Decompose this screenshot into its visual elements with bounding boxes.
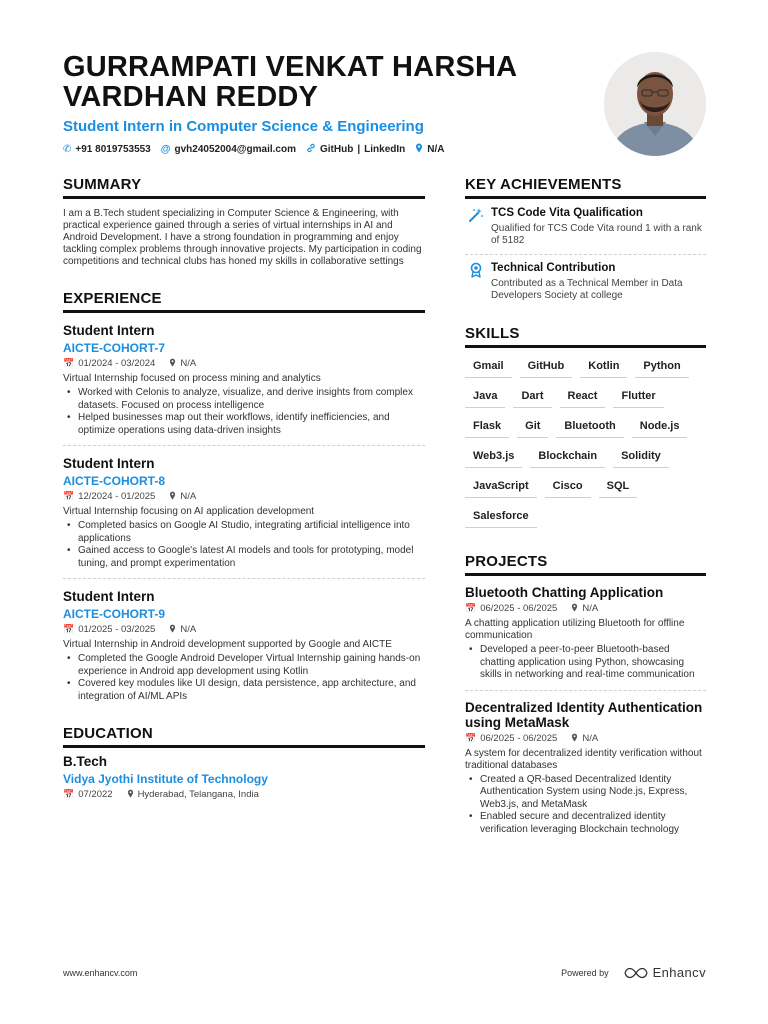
achievements-section	[465, 176, 706, 309]
job-meta	[63, 491, 425, 502]
left-column	[63, 176, 425, 814]
skill-tag: Node.js	[632, 415, 688, 438]
job-bullet: • Worked with Celonis to analyze, visualize, and derive insights from complex datasets. Focused on process intelligence	[63, 387, 425, 412]
project-bullet: • Developed a peer-to-peer Bluetooth-based chatting application using Python, showcasing skills in networking and real-time communication	[465, 644, 706, 682]
project-title: Bluetooth Chatting Application	[465, 585, 664, 600]
location-pin-icon	[169, 624, 176, 635]
profile-photo	[604, 52, 706, 156]
candidate-name: GURRAMPATI VENKAT HARSHA VARDHAN REDDY	[63, 51, 517, 113]
experience-heading: EXPERIENCE	[63, 290, 425, 313]
calendar-icon: 📅	[63, 624, 75, 634]
achievement-description: Qualified for TCS Code Vita round 1 with a rank of 5182	[491, 223, 702, 246]
enhancv-logo[interactable]	[623, 965, 706, 980]
skill-tag: Java	[465, 385, 505, 408]
candidate-headline: Student Intern in Computer Science & Engineering	[63, 118, 424, 135]
skill-tag: Python	[635, 355, 688, 378]
company-name: AICTE-COHORT-9	[63, 607, 165, 621]
projects-section	[465, 553, 706, 836]
link-icon	[306, 143, 316, 156]
job-title: Student Intern	[63, 589, 155, 604]
education-date: 07/2022	[78, 789, 113, 800]
enhancv-logo-icon	[623, 967, 649, 979]
achievements-heading: KEY ACHIEVEMENTS	[465, 176, 706, 199]
location-pin-icon	[169, 358, 176, 369]
github-link[interactable]: GitHub	[320, 144, 354, 155]
project-bullets	[465, 644, 706, 682]
education-heading: EDUCATION	[63, 725, 425, 748]
contact-links: GitHub | LinkedIn	[306, 143, 405, 156]
job-location: N/A	[180, 491, 197, 502]
achievement-title: Technical Contribution	[491, 262, 616, 274]
magic-wand-icon	[465, 207, 491, 247]
item-divider	[63, 445, 425, 446]
project-dates: 06/2025 - 06/2025	[480, 603, 558, 614]
skills-section	[465, 325, 706, 535]
footer-brand	[561, 965, 706, 980]
experience-section	[63, 290, 425, 703]
brand-name: Enhancv	[652, 965, 706, 980]
calendar-icon: 📅	[465, 603, 477, 613]
company-name: AICTE-COHORT-8	[63, 474, 165, 488]
project-bullets	[465, 774, 706, 837]
achievement-item	[465, 254, 706, 309]
achievement-description: Contributed as a Technical Member in Data Developers Society at college	[491, 278, 683, 301]
skills-list	[465, 355, 706, 535]
contact-phone[interactable]	[63, 144, 151, 155]
project-dates: 06/2025 - 06/2025	[480, 732, 558, 744]
job-location: N/A	[180, 358, 197, 369]
skill-tag: Git	[517, 415, 548, 438]
summary-text: I am a B.Tech student specializing in Computer Science & Engineering, with practical experience gained through a series of virtual internships in AI and Android Development. I have a strong foundation in programming and enjoy tackling complex problems through innovative projects. My participation in coding competitions and technical clubs has honed my skills in collaborative settings	[63, 208, 422, 267]
calendar-icon: 📅	[63, 491, 75, 501]
project-description: A chatting application utilizing Bluetooth for offline communication	[465, 618, 685, 641]
item-divider	[63, 578, 425, 579]
award-ribbon-icon	[465, 262, 491, 302]
job-title: Student Intern	[63, 456, 155, 471]
calendar-icon: 📅	[63, 789, 75, 799]
contact-location	[415, 143, 444, 156]
at-sign-icon: @	[160, 144, 171, 155]
calendar-icon: 📅	[63, 358, 75, 368]
project-item	[465, 585, 706, 691]
project-bullet: • Enabled secure and decentralized identity verification leveraging Blockchain technology	[465, 811, 706, 836]
experience-item	[63, 589, 425, 703]
skills-heading: SKILLS	[465, 325, 706, 348]
project-location: N/A	[582, 732, 599, 744]
education-section	[63, 725, 425, 800]
degree: B.Tech	[63, 754, 108, 769]
job-bullet: • Gained access to Google's latest AI models and tools for prototyping, model tuning, and prompt experimentation	[63, 545, 425, 570]
contact-email[interactable]	[161, 144, 296, 155]
skill-tag: Blockchain	[530, 445, 605, 468]
linkedin-link[interactable]: LinkedIn	[364, 144, 406, 155]
location-pin-icon	[571, 733, 578, 744]
job-description: Virtual Internship focused on process mining and analytics	[63, 373, 321, 384]
location-text: N/A	[427, 144, 445, 155]
job-description: Virtual Internship in Android development supported by Google and AICTE	[63, 639, 392, 650]
project-location: N/A	[582, 603, 599, 614]
job-meta	[63, 624, 425, 635]
summary-heading: SUMMARY	[63, 176, 425, 199]
job-bullet: • Helped businesses map out their workflows, identify inefficiencies, and optimize operations using data-driven insights	[63, 412, 425, 437]
project-bullet: • Created a QR-based Decentralized Identity Authentication System using Node.js, Express, Web3.js, and MetaMask	[465, 774, 706, 812]
job-title: Student Intern	[63, 323, 155, 338]
resume-header	[63, 52, 583, 156]
summary-section	[63, 176, 425, 268]
skill-tag: JavaScript	[465, 475, 537, 498]
job-bullets	[63, 387, 425, 437]
location-pin-icon	[571, 603, 578, 614]
school-name: Vidya Jyothi Institute of Technology	[63, 772, 268, 786]
job-dates: 01/2025 - 03/2025	[78, 624, 156, 635]
job-location: N/A	[180, 624, 197, 635]
contact-bar	[63, 143, 583, 156]
item-divider	[465, 690, 706, 691]
skill-tag: Kotlin	[580, 355, 627, 378]
job-bullet: • Covered key modules like UI design, data persistence, app architecture, and integration of AI/ML APIs	[63, 678, 425, 703]
skill-tag: Flutter	[613, 385, 663, 408]
calendar-icon: 📅	[465, 732, 477, 743]
phone-icon: ✆	[63, 144, 72, 155]
skill-tag: GitHub	[520, 355, 573, 378]
location-pin-icon	[127, 789, 134, 800]
job-bullet: • Completed the Google Android Developer Virtual Internship gaining hands-on experience in Android app development using Kotlin	[63, 653, 425, 678]
page-footer	[63, 965, 706, 980]
skill-tag: Flask	[465, 415, 509, 438]
skill-tag: Cisco	[545, 475, 591, 498]
powered-by-label: Powered by	[561, 967, 609, 978]
job-meta	[63, 358, 425, 369]
skill-tag: Salesforce	[465, 505, 537, 528]
projects-heading: PROJECTS	[465, 553, 706, 576]
job-bullets	[63, 520, 425, 570]
location-pin-icon	[415, 143, 423, 156]
footer-website[interactable]: www.enhancv.com	[63, 967, 138, 978]
phone-text: +91 8019753553	[75, 144, 151, 155]
skill-tag: Dart	[513, 385, 551, 408]
project-item	[465, 700, 706, 837]
achievement-item	[465, 207, 706, 254]
skill-tag: Bluetooth	[556, 415, 623, 438]
project-title: Decentralized Identity Authentication using MetaMask	[465, 699, 703, 730]
skill-tag: SQL	[599, 475, 638, 498]
skill-tag: Solidity	[613, 445, 669, 468]
job-bullet: • Completed basics on Google AI Studio, integrating artificial intelligence into applications	[63, 520, 425, 545]
skill-tag: Gmail	[465, 355, 512, 378]
experience-item	[63, 323, 425, 446]
location-pin-icon	[169, 491, 176, 502]
right-column	[465, 176, 706, 850]
job-dates: 12/2024 - 01/2025	[78, 491, 156, 502]
education-meta	[63, 789, 425, 800]
project-meta	[465, 733, 706, 744]
project-description: A system for decentralized identity verification without traditional databases	[465, 747, 702, 771]
achievement-title: TCS Code Vita Qualification	[491, 207, 643, 219]
education-location: Hyderabad, Telangana, India	[137, 789, 259, 800]
job-dates: 01/2024 - 03/2024	[78, 358, 156, 369]
job-description: Virtual Internship focusing on AI application development	[63, 506, 315, 517]
email-text: gvh24052004@gmail.com	[174, 144, 296, 155]
job-bullets	[63, 653, 425, 703]
skill-tag: React	[560, 385, 606, 408]
project-meta	[465, 603, 706, 614]
company-name: AICTE-COHORT-7	[63, 341, 165, 355]
experience-item	[63, 456, 425, 579]
skill-tag: Web3.js	[465, 445, 522, 468]
